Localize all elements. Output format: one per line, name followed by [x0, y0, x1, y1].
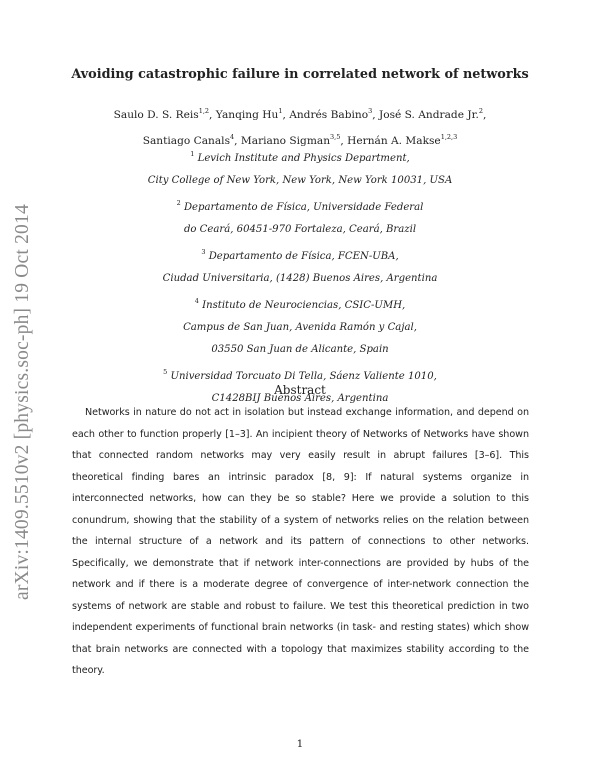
affiliation-4-line-2: Campus de San Juan, Avenida Ramón y Cajal, [183, 322, 417, 333]
affiliations [0, 143, 600, 410]
author: Yanqing Hu$^1$, [215, 107, 290, 121]
paper-title: Avoiding catastrophic failure in correlated network of networks [71, 67, 529, 82]
affiliation-5-line-1: $^5$ Universidad Torcuato Di Tella, Sáenz Valiente 1010, [163, 368, 437, 382]
author-line-1 [0, 101, 600, 127]
affiliation-3-line-1: $^3$ Departamento de Física, FCEN-UBA, [201, 248, 399, 262]
affiliation-5-line-2: C1428BIJ Buenos Aires, Argentina [211, 393, 389, 404]
affiliation-3-line-2: Ciudad Universitaria, (1428) Buenos Aires, Argentina [162, 273, 438, 284]
affiliation-4-line-3: 03550 San Juan de Alicante, Spain [211, 344, 389, 355]
abstract-heading: Abstract [274, 383, 326, 397]
affiliation-1-line-1: $^1$ Levich Institute and Physics Department, [190, 150, 410, 164]
author: José S. Andrade Jr.$^2$, [378, 107, 487, 121]
page-number: 1 [296, 738, 304, 750]
affiliation-2-line-2: do Ceará, 60451-970 Fortaleza, Ceará, Brazil [183, 224, 417, 235]
author: Mariano Sigman$^{3,5}$, [240, 132, 348, 147]
affiliation-1-line-2: City College of New York, New York, New York 10031, USA [147, 175, 453, 186]
arxiv-identifier: arXiv:1409.5510v2 [physics.soc-ph] 19 Oct 2014 [12, 204, 33, 600]
affiliation-4-line-1: $^4$ Instituto de Neurociencias, CSIC-UMH, [194, 297, 406, 311]
author: Saulo D. S. Reis$^{1,2}$, [113, 107, 216, 121]
author: Andrés Babino$^3$, [289, 107, 379, 121]
author: Santiago Canals$^4$, [142, 132, 241, 147]
abstract-body: Networks in nature do not act in isolation but instead exchange information, and depend on each other to function properly [1–3]. An incipient theory of Networks of Networks have shown that connected random networks may very easily result in abrupt failures [3–6]. This theoretical finding bares an intrinsic paradox [8, 9]: If natural systems organize in interconnected networks, how can they be so stable? Here we provide a solution to this conundrum, showing that the stability of a system of networks relies on the relation between the internal structure of a network and its pattern of connections to other networks. Specifically, we demonstrate that if network inter-connections are provided by hubs of the network and if there is a moderate degree of convergence of inter-network connection the systems of network are stable and robust to failure. We test this theoretical prediction in two independent experiments of functional brain networks (in task- and resting states) which show that brain networks are connected with a topology that maximizes stability according to the theory. [72, 407, 529, 676]
affiliation-2-line-1: $^2$ Departamento de Física, Universidade Federal [176, 199, 424, 213]
author: Hernán A. Makse$^{1,2,3}$ [347, 132, 458, 147]
